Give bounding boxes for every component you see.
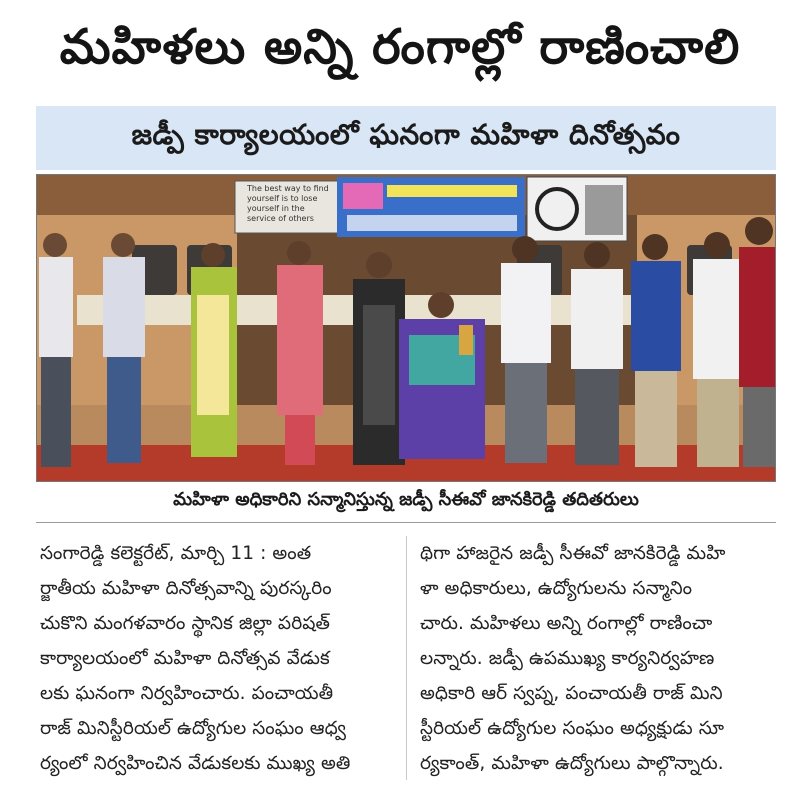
body-line: ర్యంలో నిర్వహించిన వేడుకలకు ముఖ్య అతి bbox=[40, 753, 351, 774]
body-line: రాజ్ మినిస్టీరియల్ ఉద్యోగుల సంఘం ఆధ్వ bbox=[40, 718, 347, 739]
subheadline: జడ్పీ కార్యాలయంలో ఘనంగా మహిళా దినోత్సవం bbox=[131, 118, 681, 151]
body-line: థిగా హాజరైన జడ్పీ సీఈవో జానకిరెడ్డి మహి bbox=[420, 543, 726, 564]
body-line: స్టీరియల్ ఉద్యోగుల సంఘం అధ్యక్షుడు సూ bbox=[420, 718, 725, 739]
body-line: చుకొని మంగళవారం స్థానిక జిల్లా పరిషత్ bbox=[40, 613, 331, 634]
caption-divider bbox=[36, 522, 776, 523]
body-line: లన్నారు. జడ్పీ ఉపముఖ్య కార్యనిర్వహణ bbox=[420, 648, 715, 669]
body-line: ర్యకాంత్, మహిళా ఉద్యోగులు పాల్గొన్నారు. bbox=[420, 753, 724, 774]
body-line: ళా అధికారులు, ఉద్యోగులను సన్మానిం bbox=[420, 578, 693, 599]
headline: మహిళలు అన్ని రంగాల్లో రాణించాలి bbox=[59, 19, 741, 75]
body-line: ర్జాతీయ మహిళా దినోత్సవాన్ని పురస్కరిం bbox=[40, 578, 332, 599]
subheadline-band bbox=[36, 106, 776, 170]
body-column-right bbox=[420, 536, 776, 786]
body-line: అధికారి ఆర్ స్వప్న, పంచాయతీ రాజ్ మిని bbox=[420, 683, 723, 704]
photo-caption-bar bbox=[36, 486, 776, 516]
banner-text: The best way to find yourself is to lose yourself in the service of others bbox=[247, 184, 329, 223]
body-line: చారు. మహిళలు అన్ని రంగాల్లో రాణించా bbox=[420, 613, 713, 634]
body-line: లకు ఘనంగా నిర్వహించారు. పంచాయతీ bbox=[40, 683, 334, 704]
body-line: కార్యాలయంలో మహిళా దినోత్సవ వేడుక bbox=[40, 648, 330, 669]
body-line: సంగారెడ్డి కలెక్టరేట్, మార్చి 11 : అంత bbox=[40, 543, 312, 564]
column-divider bbox=[406, 536, 407, 780]
photo-caption: మహిళా అధికారిని సన్మానిస్తున్న జడ్పీ సీఈవో జానకిరెడ్డి తదితరులు bbox=[173, 488, 639, 510]
event-photo bbox=[36, 174, 776, 482]
body-column-left bbox=[40, 536, 396, 786]
